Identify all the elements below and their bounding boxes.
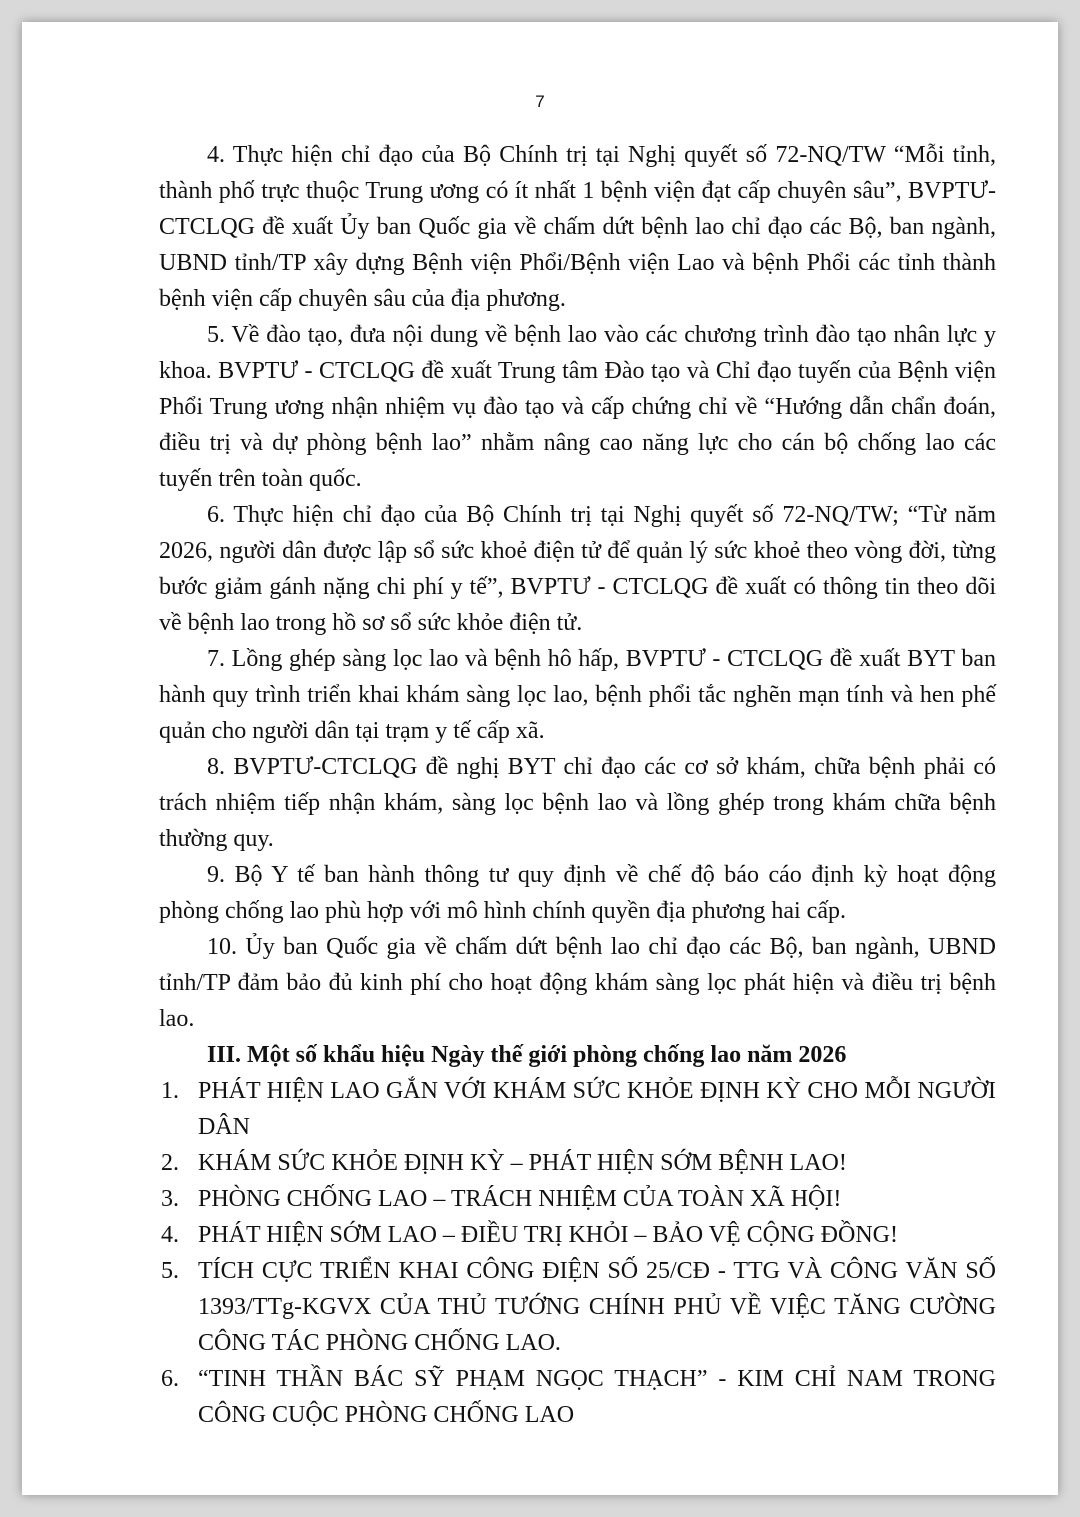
slogan-text: “TINH THẦN BÁC SỸ PHẠM NGỌC THẠCH” - KIM CHỈ NAM TRONG CÔNG CUỘC PHÒNG CHỐNG LAO: [198, 1366, 996, 1428]
slogan-list: [159, 1073, 996, 1433]
document-body: [159, 137, 996, 1433]
slogan-item: [159, 1253, 996, 1361]
slogan-item: [159, 1361, 996, 1433]
paragraph-item-7: 7. Lồng ghép sàng lọc lao và bệnh hô hấp, BVPTƯ - CTCLQG đề xuất BYT ban hành quy trình triển khai khám sàng lọc lao, bệnh phổi tắc nghẽn mạn tính và hen phế quản cho người dân tại trạm y tế cấp xã.: [159, 646, 996, 744]
slogan-text: TÍCH CỰC TRIỂN KHAI CÔNG ĐIỆN SỐ 25/CĐ - TTG VÀ CÔNG VĂN SỐ 1393/TTg-KGVX CỦA THỦ TƯỚNG CHÍNH PHỦ VỀ VIỆC TĂNG CƯỜNG CÔNG TÁC PHÒNG CHỐNG LAO.: [198, 1258, 996, 1356]
section-heading: III. Một số khẩu hiệu Ngày thế giới phòng chống lao năm 2026: [207, 1042, 847, 1068]
slogan-item: [159, 1181, 996, 1217]
slogan-text: PHÒNG CHỐNG LAO – TRÁCH NHIỆM CỦA TOÀN XÃ HỘI!: [198, 1186, 842, 1212]
document-page: [22, 22, 1058, 1495]
slogan-item: [159, 1217, 996, 1253]
paragraph-item-10: 10. Ủy ban Quốc gia về chấm dứt bệnh lao chỉ đạo các Bộ, ban ngành, UBND tỉnh/TP đảm bảo đủ kinh phí cho hoạt động khám sàng lọc phát hiện và điều trị bệnh lao.: [159, 934, 996, 1032]
slogan-text: PHÁT HIỆN LAO GẮN VỚI KHÁM SỨC KHỎE ĐỊNH KỲ CHO MỖI NGƯỜI DÂN: [198, 1078, 996, 1140]
slogan-item: [159, 1073, 996, 1145]
slogan-text: KHÁM SỨC KHỎE ĐỊNH KỲ – PHÁT HIỆN SỚM BỆNH LAO!: [198, 1150, 847, 1176]
slogan-number: 1.: [161, 1078, 179, 1104]
slogan-number: 6.: [161, 1366, 179, 1392]
slogan-number: 4.: [161, 1222, 179, 1248]
paragraph-item-8: 8. BVPTƯ-CTCLQG đề nghị BYT chỉ đạo các cơ sở khám, chữa bệnh phải có trách nhiệm tiếp nhận khám, sàng lọc bệnh lao và lồng ghép trong khám chữa bệnh thường quy.: [159, 754, 996, 852]
paragraph-item-5: 5. Về đào tạo, đưa nội dung về bệnh lao vào các chương trình đào tạo nhân lực y khoa. BVPTƯ - CTCLQG đề xuất Trung tâm Đào tạo và Chỉ đạo tuyến của Bệnh viện Phổi Trung ương nhận nhiệm vụ đào tạo và cấp chứng chỉ về “Hướng dẫn chẩn đoán, điều trị và dự phòng bệnh lao” nhằm nâng cao năng lực cho cán bộ chống lao các tuyến trên toàn quốc.: [159, 322, 996, 492]
paragraph-item-9: 9. Bộ Y tế ban hành thông tư quy định về chế độ báo cáo định kỳ hoạt động phòng chống lao phù hợp với mô hình chính quyền địa phương hai cấp.: [159, 862, 996, 924]
slogan-number: 5.: [161, 1258, 179, 1284]
slogan-item: [159, 1145, 996, 1181]
slogan-number: 2.: [161, 1150, 179, 1176]
slogan-number: 3.: [161, 1186, 179, 1212]
paragraph-item-6: 6. Thực hiện chỉ đạo của Bộ Chính trị tại Nghị quyết số 72-NQ/TW; “Từ năm 2026, người dân được lập sổ sức khoẻ điện tử để quản lý sức khoẻ theo vòng đời, từng bước giảm gánh nặng chi phí y tế”, BVPTƯ - CTCLQG đề xuất có thông tin theo dõi về bệnh lao trong hồ sơ sổ sức khỏe điện tử.: [159, 502, 996, 636]
slogan-text: PHÁT HIỆN SỚM LAO – ĐIỀU TRỊ KHỎI – BẢO VỆ CỘNG ĐỒNG!: [198, 1222, 898, 1248]
page-number: 7: [535, 92, 545, 111]
paragraph-item-4: 4. Thực hiện chỉ đạo của Bộ Chính trị tại Nghị quyết số 72-NQ/TW “Mỗi tỉnh, thành phố trực thuộc Trung ương có ít nhất 1 bệnh viện đạt cấp chuyên sâu”, BVPTƯ-CTCLQG đề xuất Ủy ban Quốc gia về chấm dứt bệnh lao chỉ đạo các Bộ, ban ngành, UBND tỉnh/TP xây dựng Bệnh viện Phổi/Bệnh viện Lao và bệnh Phổi các tỉnh thành bệnh viện cấp chuyên sâu của địa phương.: [159, 142, 996, 312]
